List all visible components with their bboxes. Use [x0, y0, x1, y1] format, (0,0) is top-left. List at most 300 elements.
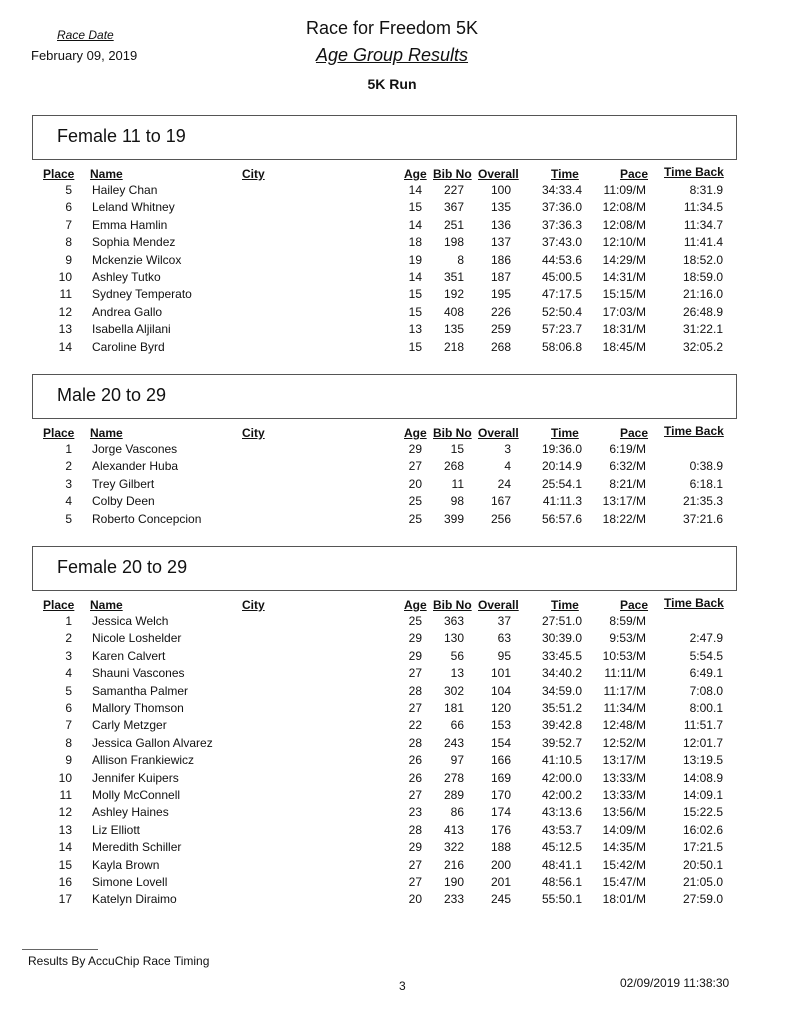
cell-time: 48:56.1 — [541, 875, 582, 889]
cell-place: 10 — [58, 770, 72, 785]
cell-age: 22 — [408, 718, 422, 733]
cell-overall: 201 — [490, 875, 511, 889]
cell-time-back: 37:21.6 — [682, 511, 723, 526]
cell-bib: 268 — [443, 459, 464, 474]
cell-age: 20 — [408, 476, 422, 491]
cell-age: 27 — [408, 459, 422, 474]
cell-pace: 8:21/M — [609, 476, 646, 491]
cell-bib: 218 — [443, 339, 464, 354]
cell-bib: 66 — [450, 718, 464, 733]
race-name: 5K Run — [367, 76, 417, 92]
cell-name: Ashley Haines — [92, 805, 169, 820]
age-group-header — [32, 374, 737, 419]
cell-time: 30:39.0 — [541, 631, 582, 646]
cell-name: Emma Hamlin — [92, 217, 168, 232]
cell-place: 9 — [65, 753, 72, 768]
cell-time: 45:00.5 — [541, 270, 582, 284]
cell-place: 10 — [58, 270, 72, 284]
cell-age: 15 — [408, 287, 422, 302]
cell-age: 15 — [408, 304, 422, 319]
result-row — [0, 736, 791, 753]
cell-time-back: 15:22.5 — [682, 805, 723, 820]
cell-pace: 9:53/M — [609, 631, 646, 646]
cell-place: 14 — [58, 339, 72, 354]
result-row — [0, 840, 791, 857]
column-header-city: City — [242, 598, 265, 612]
cell-pace: 11:11/M — [604, 666, 646, 681]
cell-time-back: 11:34.7 — [683, 217, 723, 232]
cell-age: 20 — [408, 892, 422, 907]
cell-time-back: 18:52.0 — [682, 252, 723, 267]
cell-time-back: 17:21.5 — [682, 840, 723, 855]
column-header-place: Place — [43, 167, 75, 181]
column-header-overall: Overall — [478, 598, 519, 612]
cell-overall: 136 — [490, 217, 511, 232]
cell-time: 33:45.5 — [541, 648, 582, 663]
cell-bib: 86 — [450, 805, 464, 820]
cell-overall: 95 — [497, 648, 511, 663]
cell-overall: 188 — [490, 840, 511, 855]
cell-name: Alexander Huba — [92, 459, 179, 474]
cell-name: Hailey Chan — [92, 183, 158, 197]
cell-overall: 187 — [490, 270, 511, 284]
cell-pace: 13:33/M — [602, 770, 646, 785]
cell-time-back: 13:19.5 — [682, 753, 723, 768]
cell-age: 25 — [408, 494, 422, 509]
cell-pace: 15:15/M — [602, 287, 646, 302]
cell-time: 34:33.4 — [541, 183, 582, 197]
cell-time: 56:57.6 — [541, 511, 582, 526]
cell-name: Jessica Gallon Alvarez — [92, 735, 213, 750]
result-row — [0, 235, 791, 252]
column-header-time: Time — [551, 426, 579, 440]
cell-time: 35:51.2 — [541, 701, 582, 715]
cell-time: 39:52.7 — [541, 735, 582, 750]
cell-time: 37:43.0 — [541, 235, 582, 250]
column-header-bib: Bib No — [433, 598, 472, 612]
cell-bib: 198 — [443, 235, 464, 250]
cell-bib: 251 — [443, 217, 464, 232]
cell-pace: 14:31/M — [602, 270, 646, 284]
cell-pace: 11:17/M — [603, 683, 646, 698]
cell-name: Kayla Brown — [92, 857, 160, 872]
column-header-city: City — [242, 426, 265, 440]
cell-overall: 170 — [490, 788, 511, 802]
cell-time: 57:23.7 — [541, 322, 582, 337]
result-row — [0, 892, 791, 909]
cell-overall: 3 — [504, 442, 511, 456]
cell-name: Samantha Palmer — [92, 683, 189, 698]
cell-pace: 13:17/M — [602, 753, 646, 768]
result-row — [0, 823, 791, 840]
cell-place: 14 — [58, 840, 72, 855]
column-header-name: Name — [90, 167, 123, 181]
race-date: February 09, 2019 — [31, 48, 138, 63]
cell-age: 14 — [408, 217, 422, 232]
cell-overall: 120 — [490, 701, 511, 715]
cell-bib: 192 — [443, 287, 464, 302]
cell-age: 29 — [408, 442, 422, 456]
cell-time-back: 21:05.0 — [682, 875, 723, 889]
cell-time: 34:59.0 — [541, 683, 582, 698]
cell-time: 45:12.5 — [541, 840, 582, 855]
cell-time-back: 20:50.1 — [682, 857, 723, 872]
result-row — [0, 218, 791, 235]
cell-bib: 289 — [443, 788, 464, 802]
cell-overall: 245 — [490, 892, 511, 907]
cell-bib: 351 — [443, 270, 464, 284]
cell-overall: 195 — [490, 287, 511, 302]
cell-name: Katelyn Diraimo — [92, 892, 177, 907]
cell-bib: 413 — [443, 822, 464, 837]
result-row — [0, 875, 791, 892]
cell-overall: 256 — [490, 511, 511, 526]
cell-overall: 104 — [490, 683, 511, 698]
cell-time: 27:51.0 — [541, 614, 582, 628]
cell-time: 37:36.3 — [541, 217, 582, 232]
cell-name: Nicole Loshelder — [92, 631, 182, 646]
cell-pace: 8:59/M — [609, 614, 646, 628]
result-row — [0, 666, 791, 683]
result-row — [0, 200, 791, 217]
cell-name: Karen Calvert — [92, 648, 166, 663]
cell-overall: 24 — [497, 476, 511, 491]
cell-time-back: 11:51.7 — [683, 718, 723, 733]
cell-time: 37:36.0 — [541, 200, 582, 215]
cell-name: Isabella Aljilani — [92, 322, 171, 337]
cell-bib: 302 — [443, 683, 464, 698]
cell-place: 1 — [65, 614, 72, 628]
column-header-pace: Pace — [620, 167, 649, 181]
result-row — [0, 512, 791, 529]
cell-overall: 153 — [490, 718, 511, 733]
cell-name: Mallory Thomson — [92, 701, 184, 715]
cell-bib: 97 — [450, 753, 464, 768]
cell-name: Jorge Vascones — [92, 442, 178, 456]
cell-bib: 399 — [443, 511, 464, 526]
column-header-place: Place — [43, 426, 75, 440]
cell-time: 48:41.1 — [541, 857, 582, 872]
footer-credit: Results By AccuChip Race Timing — [28, 954, 210, 968]
print-timestamp: 02/09/2019 11:38:30 — [620, 976, 730, 990]
cell-name: Caroline Byrd — [92, 339, 165, 354]
cell-overall: 63 — [497, 631, 511, 646]
cell-time-back: 14:09.1 — [682, 788, 723, 802]
column-header-time: Time — [551, 598, 579, 612]
result-row — [0, 805, 791, 822]
cell-overall: 176 — [490, 822, 511, 837]
cell-pace: 13:33/M — [602, 788, 646, 802]
cell-bib: 233 — [443, 892, 464, 907]
cell-pace: 11:09/M — [603, 183, 646, 197]
cell-pace: 12:52/M — [602, 735, 646, 750]
cell-time: 19:36.0 — [541, 442, 582, 456]
cell-time: 55:50.1 — [541, 892, 582, 907]
cell-overall: 166 — [490, 753, 511, 768]
cell-bib: 181 — [443, 701, 464, 715]
cell-time-back: 21:16.0 — [682, 287, 723, 302]
cell-place: 7 — [65, 217, 72, 232]
cell-overall: 226 — [490, 304, 511, 319]
cell-age: 13 — [408, 322, 422, 337]
cell-age: 29 — [408, 840, 422, 855]
cell-time: 44:53.6 — [541, 252, 582, 267]
cell-place: 12 — [58, 304, 72, 319]
result-row — [0, 442, 791, 459]
cell-overall: 268 — [490, 339, 511, 354]
cell-pace: 12:08/M — [602, 200, 646, 215]
cell-time-back: 21:35.3 — [682, 494, 723, 509]
age-group-title: Male 20 to 29 — [57, 385, 167, 405]
cell-name: Molly McConnell — [92, 788, 181, 802]
cell-bib: 216 — [443, 857, 464, 872]
cell-bib: 190 — [443, 875, 464, 889]
report-title: Age Group Results — [315, 45, 469, 65]
cell-bib: 13 — [450, 666, 464, 681]
cell-name: Andrea Gallo — [92, 304, 163, 319]
cell-age: 27 — [408, 666, 422, 681]
cell-time: 52:50.4 — [541, 304, 582, 319]
cell-place: 1 — [65, 442, 72, 456]
cell-place: 4 — [65, 666, 72, 681]
cell-name: Ashley Tutko — [92, 270, 161, 284]
result-row — [0, 771, 791, 788]
cell-age: 28 — [408, 683, 422, 698]
cell-name: Roberto Concepcion — [92, 511, 202, 526]
cell-bib: 135 — [443, 322, 464, 337]
result-row — [0, 788, 791, 805]
cell-pace: 18:31/M — [602, 322, 646, 337]
cell-pace: 12:48/M — [602, 718, 646, 733]
age-group-title: Female 11 to 19 — [57, 126, 186, 146]
cell-pace: 6:32/M — [609, 459, 646, 474]
cell-age: 14 — [408, 183, 422, 197]
cell-time: 43:13.6 — [541, 805, 582, 820]
cell-place: 3 — [65, 476, 72, 491]
column-header-place: Place — [43, 598, 75, 612]
cell-time-back: 8:31.9 — [689, 183, 723, 197]
cell-overall: 186 — [490, 252, 511, 267]
cell-overall: 174 — [490, 805, 511, 820]
result-row — [0, 270, 791, 287]
result-row — [0, 183, 791, 200]
cell-time-back: 11:41.4 — [683, 235, 723, 250]
cell-place: 2 — [65, 459, 72, 474]
cell-time: 42:00.2 — [541, 788, 582, 802]
cell-bib: 363 — [443, 614, 464, 628]
cell-name: Trey Gilbert — [92, 476, 155, 491]
cell-time-back: 8:00.1 — [689, 701, 723, 715]
column-header-pace: Pace — [620, 426, 649, 440]
cell-name: Jessica Welch — [92, 614, 169, 628]
cell-age: 29 — [408, 648, 422, 663]
cell-name: Shauni Vascones — [92, 666, 185, 681]
cell-time: 58:06.8 — [541, 339, 582, 354]
cell-overall: 154 — [490, 735, 511, 750]
column-header-name: Name — [90, 598, 123, 612]
cell-overall: 37 — [497, 614, 511, 628]
cell-pace: 12:10/M — [602, 235, 646, 250]
column-header-overall: Overall — [478, 167, 519, 181]
cell-pace: 12:08/M — [602, 217, 646, 232]
cell-bib: 98 — [450, 494, 464, 509]
result-row — [0, 340, 791, 357]
cell-place: 7 — [65, 718, 72, 733]
cell-overall: 259 — [490, 322, 511, 337]
cell-age: 15 — [408, 200, 422, 215]
result-row — [0, 684, 791, 701]
cell-place: 11 — [59, 287, 72, 302]
result-row — [0, 287, 791, 304]
cell-place: 5 — [65, 683, 72, 698]
race-date-label: Race Date — [57, 28, 114, 42]
column-header-age: Age — [404, 598, 427, 612]
cell-pace: 13:56/M — [602, 805, 646, 820]
cell-bib: 8 — [457, 252, 464, 267]
cell-bib: 11 — [451, 476, 464, 491]
column-header-time-back: Time Back — [664, 596, 724, 610]
event-title: Race for Freedom 5K — [305, 18, 479, 38]
age-group-title: Female 20 to 29 — [57, 557, 188, 577]
cell-age: 26 — [408, 753, 422, 768]
cell-name: Sydney Temperato — [92, 287, 192, 302]
cell-place: 6 — [65, 200, 72, 215]
cell-age: 26 — [408, 770, 422, 785]
cell-overall: 100 — [490, 183, 511, 197]
cell-place: 11 — [59, 788, 72, 802]
cell-bib: 278 — [443, 770, 464, 785]
result-row — [0, 649, 791, 666]
cell-time-back: 11:34.5 — [683, 200, 723, 215]
cell-age: 14 — [408, 270, 422, 284]
cell-time-back: 27:59.0 — [682, 892, 723, 907]
age-group-header — [32, 115, 737, 160]
cell-name: Colby Deen — [92, 494, 155, 509]
cell-place: 16 — [58, 875, 72, 889]
cell-pace: 17:03/M — [602, 304, 646, 319]
result-row — [0, 718, 791, 735]
column-header-bib: Bib No — [433, 426, 472, 440]
cell-pace: 14:29/M — [602, 252, 646, 267]
column-header-pace: Pace — [620, 598, 649, 612]
cell-time: 39:42.8 — [541, 718, 582, 733]
cell-age: 27 — [408, 857, 422, 872]
cell-name: Sophia Mendez — [92, 235, 176, 250]
cell-time: 41:11.3 — [542, 494, 582, 509]
result-row — [0, 614, 791, 631]
cell-place: 5 — [65, 511, 72, 526]
cell-bib: 15 — [450, 442, 464, 456]
cell-bib: 367 — [443, 200, 464, 215]
cell-bib: 227 — [443, 183, 464, 197]
cell-place: 13 — [58, 322, 72, 337]
cell-age: 25 — [408, 614, 422, 628]
cell-pace: 6:19/M — [609, 442, 646, 456]
cell-age: 23 — [408, 805, 422, 820]
cell-place: 13 — [58, 822, 72, 837]
cell-age: 28 — [408, 735, 422, 750]
cell-time: 47:17.5 — [541, 287, 582, 302]
cell-name: Simone Lovell — [92, 875, 168, 889]
cell-pace: 15:47/M — [602, 875, 646, 889]
column-header-time-back: Time Back — [664, 165, 724, 179]
cell-overall: 4 — [504, 459, 511, 474]
cell-name: Carly Metzger — [92, 718, 167, 733]
cell-place: 12 — [58, 805, 72, 820]
cell-time-back: 16:02.6 — [682, 822, 723, 837]
column-header-age: Age — [404, 426, 427, 440]
cell-place: 8 — [65, 735, 72, 750]
result-row — [0, 459, 791, 476]
cell-time-back: 18:59.0 — [682, 270, 723, 284]
cell-overall: 135 — [490, 200, 511, 215]
cell-age: 15 — [408, 339, 422, 354]
column-header-city: City — [242, 167, 265, 181]
result-row — [0, 858, 791, 875]
cell-place: 2 — [65, 631, 72, 646]
cell-place: 17 — [58, 892, 72, 907]
cell-time-back: 12:01.7 — [682, 735, 723, 750]
cell-time-back: 32:05.2 — [682, 339, 723, 354]
column-header-time-back: Time Back — [664, 424, 724, 438]
result-row — [0, 631, 791, 648]
cell-pace: 18:01/M — [602, 892, 646, 907]
cell-place: 6 — [65, 701, 72, 715]
result-row — [0, 494, 791, 511]
result-row — [0, 253, 791, 270]
cell-bib: 243 — [443, 735, 464, 750]
column-header-time: Time — [551, 167, 579, 181]
cell-time: 34:40.2 — [541, 666, 582, 681]
cell-time-back: 6:49.1 — [689, 666, 723, 681]
cell-name: Leland Whitney — [92, 200, 175, 215]
cell-place: 3 — [65, 648, 72, 663]
cell-place: 9 — [65, 252, 72, 267]
cell-time-back: 5:54.5 — [689, 648, 723, 663]
cell-bib: 322 — [443, 840, 464, 855]
cell-time-back: 2:47.9 — [689, 631, 723, 646]
column-header-overall: Overall — [478, 426, 519, 440]
cell-pace: 14:09/M — [602, 822, 646, 837]
cell-time-back: 26:48.9 — [682, 304, 723, 319]
cell-name: Mckenzie Wilcox — [92, 252, 182, 267]
cell-place: 8 — [65, 235, 72, 250]
cell-time-back: 0:38.9 — [689, 459, 723, 474]
cell-name: Allison Frankiewicz — [92, 753, 195, 768]
result-row — [0, 477, 791, 494]
cell-pace: 11:34/M — [603, 701, 646, 715]
column-header-bib: Bib No — [433, 167, 472, 181]
cell-pace: 18:45/M — [602, 339, 646, 354]
cell-pace: 10:53/M — [602, 648, 646, 663]
cell-place: 4 — [65, 494, 72, 509]
result-row — [0, 753, 791, 770]
cell-time-back: 31:22.1 — [682, 322, 723, 337]
cell-age: 19 — [408, 252, 422, 267]
cell-bib: 408 — [443, 304, 464, 319]
cell-time: 42:00.0 — [541, 770, 582, 785]
cell-pace: 13:17/M — [602, 494, 646, 509]
cell-age: 25 — [408, 511, 422, 526]
cell-place: 15 — [58, 857, 72, 872]
cell-age: 28 — [408, 822, 422, 837]
footer-divider — [22, 949, 98, 950]
cell-age: 27 — [408, 875, 422, 889]
cell-overall: 167 — [490, 494, 511, 509]
cell-overall: 200 — [490, 857, 511, 872]
cell-time: 41:10.5 — [541, 753, 582, 768]
page-number: 3 — [399, 979, 406, 993]
